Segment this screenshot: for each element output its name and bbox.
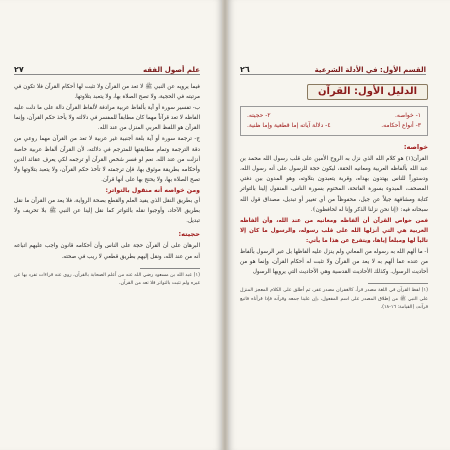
left-page-number: ٢٧ — [14, 65, 24, 74]
footnote-separator — [368, 283, 428, 284]
right-page-number: ٢٦ — [240, 65, 250, 74]
contents-row — [247, 121, 421, 131]
paragraph: فيما يرويه عن النبي ﷺ لا تعد من القرآن ولا تثبت لها أحكام القرآن فلا تكون في مرتبته في الحجية، ولا تصح الصلاة بها، ولا يتعبد بتلاوتها. — [14, 84, 200, 101]
sub-heading-tawatur: ومن خواصه أنه منقول بالتواتر: — [105, 186, 200, 194]
paragraph: البرهان على أن القرآن حجة على الناس وأن أحكامه قانون واجب عليهم اتباعه أنه من عند الله، ونقل إليهم بطريق قطعي لا ريب في صحته. — [14, 243, 200, 260]
contents-item: ٢- حجيته. — [247, 112, 271, 120]
right-page-body — [240, 82, 428, 314]
contents-item: ٣- أنواع أحكامه. — [381, 122, 421, 130]
heading-khawas: خواصه: — [403, 143, 428, 152]
paragraph: ب- تفسير سورة أو آية بألفاظ عربية مرادفة لألفاظ القرآن دالة على ما دلت عليه الفاظه لا تعد قرآناً مهما كان مطابقاً للمفسر في دلالته ولا يأخذ حكم القرآن، وإنما القرآن هو اللفظ العربي المنزل من عند الله. — [14, 105, 200, 132]
chapter-title: الدليل الأول: القرآن — [307, 84, 428, 100]
right-page — [228, 0, 450, 450]
paragraph: ج- ترجمة سورة أو آية بلغة أجنبية غير عربية لا تعد من القرآن مهما روعي من دقة الترجمة وتمام مطابقتها للمترجم في دلالته، لأن القرآن ألفاظ عربية خاصة أنزلت من عند الله. نعم لو فسر شخص القرآن أو ترجمه لكي يعرف عقائد الدين وأحكامه بطريقة موثوق بها، فإن ترجمته لا تأخذ حكم القرآن، ولا يتعبد بتلاوتها ولا تصح الصلاة بها، ولا يحتج بها على أنها قرآن. — [14, 136, 200, 183]
paragraph: أ- ما ألهم الله به رسوله من المعاني ولم ينزل عليه ألفاظها بل عبر الرسول بألفاظ من عنده عما ألهم به لا يعد من القرآن ولا تثبت له أحكام القرآن، وإنما هو من أحاديث الرسول. وكذلك الأحاديث القدسية وهي الأحاديث التي يرويها الرسول — [239, 249, 428, 276]
footnote: (١) لفظ القرآن في اللغة مصدر قرأ، كالغفران مصدر غفر، ثم أطلق على الكلام المعجز المنزل على النبي ﷺ من إطلاق المصدر على اسم المفعول، ﴿إن علينا جمعه وقرآنه فإذا قرأناه فاتبع قرآنه﴾ (القيامة: ١٦-١٨). — [240, 288, 428, 311]
right-page-header — [240, 58, 426, 75]
contents-row — [247, 111, 421, 121]
paragraph: القرآن(١) هو كلام الله الذي نزل به الروح الأمين على قلب رسول الله محمد بن عبد الله بألفاظه العربية ومعانيه الحقة، ليكون حجة للرسول على أنه رسول الله، ودستوراً للناس يهتدون بهداه، وقربة يتعبدون بتلاوته، وهو المدون بين دفتي المصحف، المبدوء بسورة الفاتحة، المختوم بسورة الناس، المنقول إلينا بالتواتر كتابة ومشافهة جيلاً عن جيل، محفوظاً من أي تغيير أو تبديل، مصداق قول الله سبحانه فيه: ﴿إنا نحن نزلنا الذكر وإنا له لحافظون﴾. — [240, 156, 428, 213]
left-page-header — [14, 58, 200, 75]
highlighted-paragraph: فمن خواص القرآن أن ألفاظه ومعانيه من عند الله، وأن ألفاظه العربية هي التي أنزلها الله على قلب رسوله، والرسول ما كان إلا تالياً لها ومبلغاً إياها، ويتفرع عن هذا ما يأتي: — [240, 217, 428, 244]
right-header-title: القسم الأول: في الأدلة الشرعية — [314, 66, 426, 74]
heading-hujjiyyah: حجيته: — [178, 230, 200, 239]
paragraph: أي بطريق النقل الذي يفيد العلم والقطع بصحة الرواية، فلا يعد من القرآن ما نقل بطريق الآحاد، وأوجبوا نقله بالتواتر كما نقل إلينا عن النبي ﷺ بلا تحريف ولا تبديل. — [14, 198, 200, 225]
left-header-title: علم أصول الفقه — [143, 66, 200, 74]
chapter-title-row — [240, 84, 428, 100]
contents-item: ٤- دلالة آياته إما قطعية وإما ظنية. — [247, 122, 331, 130]
left-page — [0, 0, 222, 450]
footnote-separator — [140, 268, 200, 269]
chapter-contents-box — [240, 106, 428, 136]
left-page-body — [14, 82, 200, 289]
contents-item: ١- خواصه. — [394, 112, 421, 120]
footnote: (١) عبد الله بن مسعود رضي الله عنه من أعلم الصحابة بالقرآن، روى عنه قراءات تفرد بها عن غيره ولم تثبت بالتواتر فلا تعد من القرآن. — [14, 272, 200, 286]
